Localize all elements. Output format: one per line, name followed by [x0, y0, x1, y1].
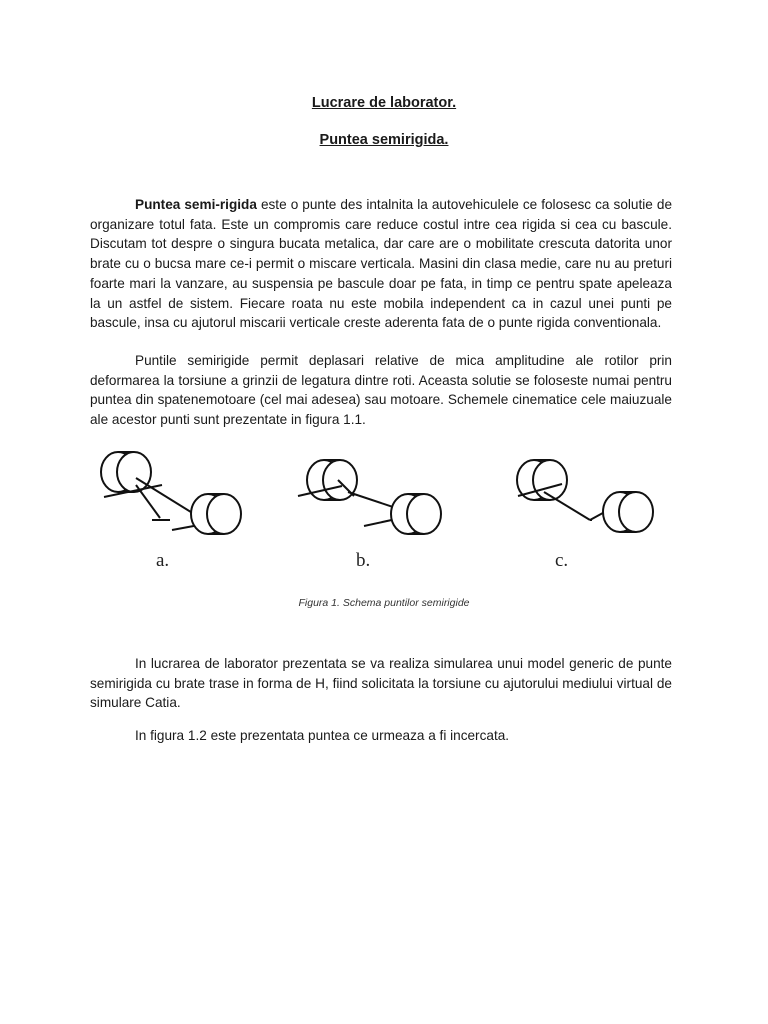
- scheme-c-right-wheel: [590, 440, 670, 550]
- scheme-c: [517, 460, 592, 520]
- paragraph-figure-ref: [90, 726, 672, 746]
- paragraph-intro-text: este o punte des intalnita la autovehiculele ce folosesc ca solutie de organizare totul fata. Este un compromis care reduce costul intre cea rigida si cea cu bascule. Discutam tot despre o singura bucata metalica, dar care are o mobilitate crescuta datorita unor brate cu o bucsa mare ce-i permit o miscare verticala. Masini din clasa medie, care nu au preturi foarte mari la vanzare, au suspensia pe bascule doar pe fata, in timp ce pentru spate apeleaza la un astfel de sistem. Fiecare roata nu este mobila independent ca in cazul unei punti pe bascule, insa cu ajutorul miscarii verticale creste aderenta fata de o punte rigida conventionala.: [90, 197, 673, 331]
- page-subtitle: Puntea semirigida.: [319, 132, 449, 148]
- figure-label-a: a.: [156, 550, 170, 571]
- paragraph-intro: [90, 195, 672, 333]
- figure-schemes: [92, 440, 592, 585]
- paragraph-lab-text: In lucrarea de laborator prezentata se va realiza simularea unui model generic de punte semirigida cu brate trase in forma de H, fiind solicitata la torsiune cu ajutorului mediului virtual de simulare Catia.: [90, 656, 672, 711]
- paragraph-lab: [90, 654, 672, 713]
- paragraph-semirigid: [90, 351, 672, 430]
- figure-label-c: c.: [555, 550, 569, 571]
- scheme-a: [101, 452, 241, 534]
- bold-lead: Puntea semi-rigida: [135, 197, 257, 212]
- scheme-b: [298, 460, 441, 534]
- figure-label-b: b.: [356, 550, 371, 571]
- paragraph-semirigid-text: Puntile semirigide permit deplasari relative de mica amplitudine ale rotilor prin deformarea la torsiune a grinzii de legatura dintre roti. Aceasta solutie se foloseste numai pentru puntea din spatenemotoare (cel mai adesea) sau motoare. Schemele cinematice cele maiuzuale ale acestor punti sunt prezentate in figura 1.1.: [90, 353, 672, 428]
- paragraph-figure-ref-text: In figura 1.2 este prezentata puntea ce urmeaza a fi incercata.: [135, 728, 510, 743]
- figure-caption: Figura 1. Schema puntilor semirigide: [298, 597, 470, 609]
- page-title: Lucrare de laborator.: [311, 95, 457, 111]
